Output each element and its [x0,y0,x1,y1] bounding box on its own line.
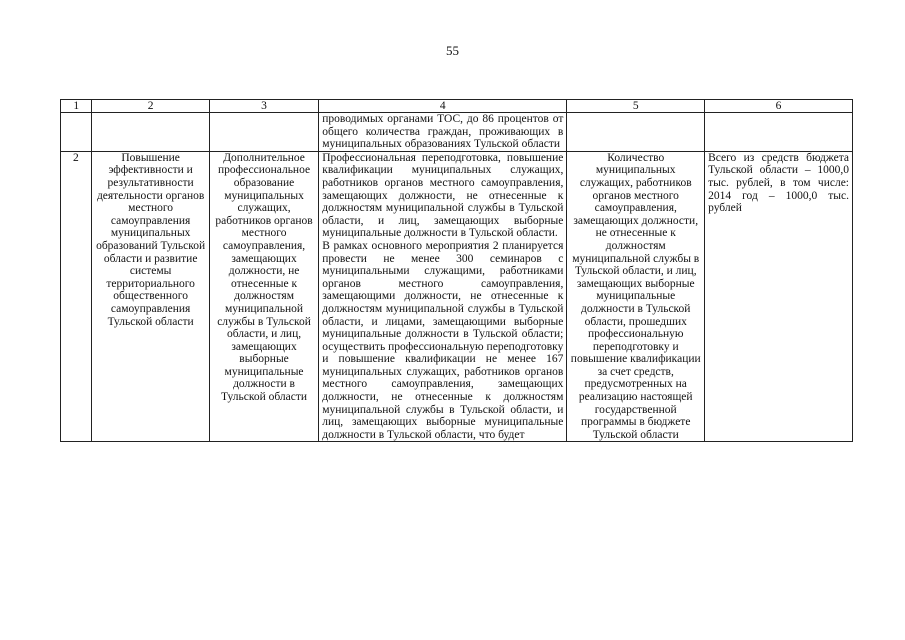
header-col-2: 2 [92,100,209,113]
header-col-3: 3 [209,100,318,113]
event-description-paragraph-1: Профессиональная переподготовка, повышение квалификации муниципальных служащих, работников органов местного самоуправления, замещающих должности, не отнесенные к должностям муниципальной службы в Тульской области, и лиц, замещающих выборные муниципальные должности в Тульской области. [322,151,564,240]
indicator-description: Количество муниципальных служащих, работников органов местного самоуправления, замещающих должности, не отнесенные к должностям муниципальной службы в Тульской области, и лиц, замещающих выборные муниципальные должности в Тульской области, прошедших профессиональную переподготовку и повышение квалификации за счет средств, предусмотренных на реализацию настоящей государственной программы в бюджете Тульской области [567,151,705,442]
header-col-4: 4 [319,100,567,113]
cell-empty [92,113,209,152]
header-col-1: 1 [61,100,92,113]
cell-empty [61,113,92,152]
program-table [60,99,853,442]
main-activity-name: Повышение эффективности и результативности деятельности органов местного самоуправления муниципальных образований Тульской области и развитие системы территориального общественного самоуправления Тульской области [92,151,209,442]
cell-empty [567,113,705,152]
cell-empty [209,113,318,152]
event-name: Дополнительное профессиональное образование муниципальных служащих, работников органов местного самоуправления, замещающих должности, не отнесенные к должностям муниципальной службы в Тульской области, и лиц, замещающих выборные муниципальные должности в Тульской области [209,151,318,442]
continuation-indicator-text: проводимых органами ТОС, до 86 процентов от общего количества граждан, проживающих в муниципальных образованиях Тульской области [319,113,567,152]
event-description [319,151,567,442]
header-col-6: 6 [705,100,853,113]
table-header-row [61,100,853,113]
row-number: 2 [61,151,92,442]
cell-empty [705,113,853,152]
table-row [61,151,853,442]
event-description-paragraph-2: В рамках основного мероприятия 2 планируется провести не менее 300 семинаров с муниципальными служащими, работниками органов местного самоуправления, замещающими должности, не отнесенные к должностям муниципальной службы в Тульской области, и лицами, замещающими выборные муниципальные должности в Тульской области; осуществить профессиональную переподготовку и повышение квалификации не менее 167 муниципальных служащих, работников органов местного самоуправления, замещающих должности, не отнесенные к должностям муниципальной службы в Тульской области, и лиц, замещающих выборные муниципальные должности в Тульской области, что будет [322,239,564,441]
header-col-5: 5 [567,100,705,113]
page-number: 55 [446,43,459,58]
table-row-continuation [61,113,853,152]
funding-description: Всего из средств бюджета Тульской области – 1000,0 тыс. рублей, в том числе: 2014 год – 1000,0 тыс. рублей [705,151,853,442]
